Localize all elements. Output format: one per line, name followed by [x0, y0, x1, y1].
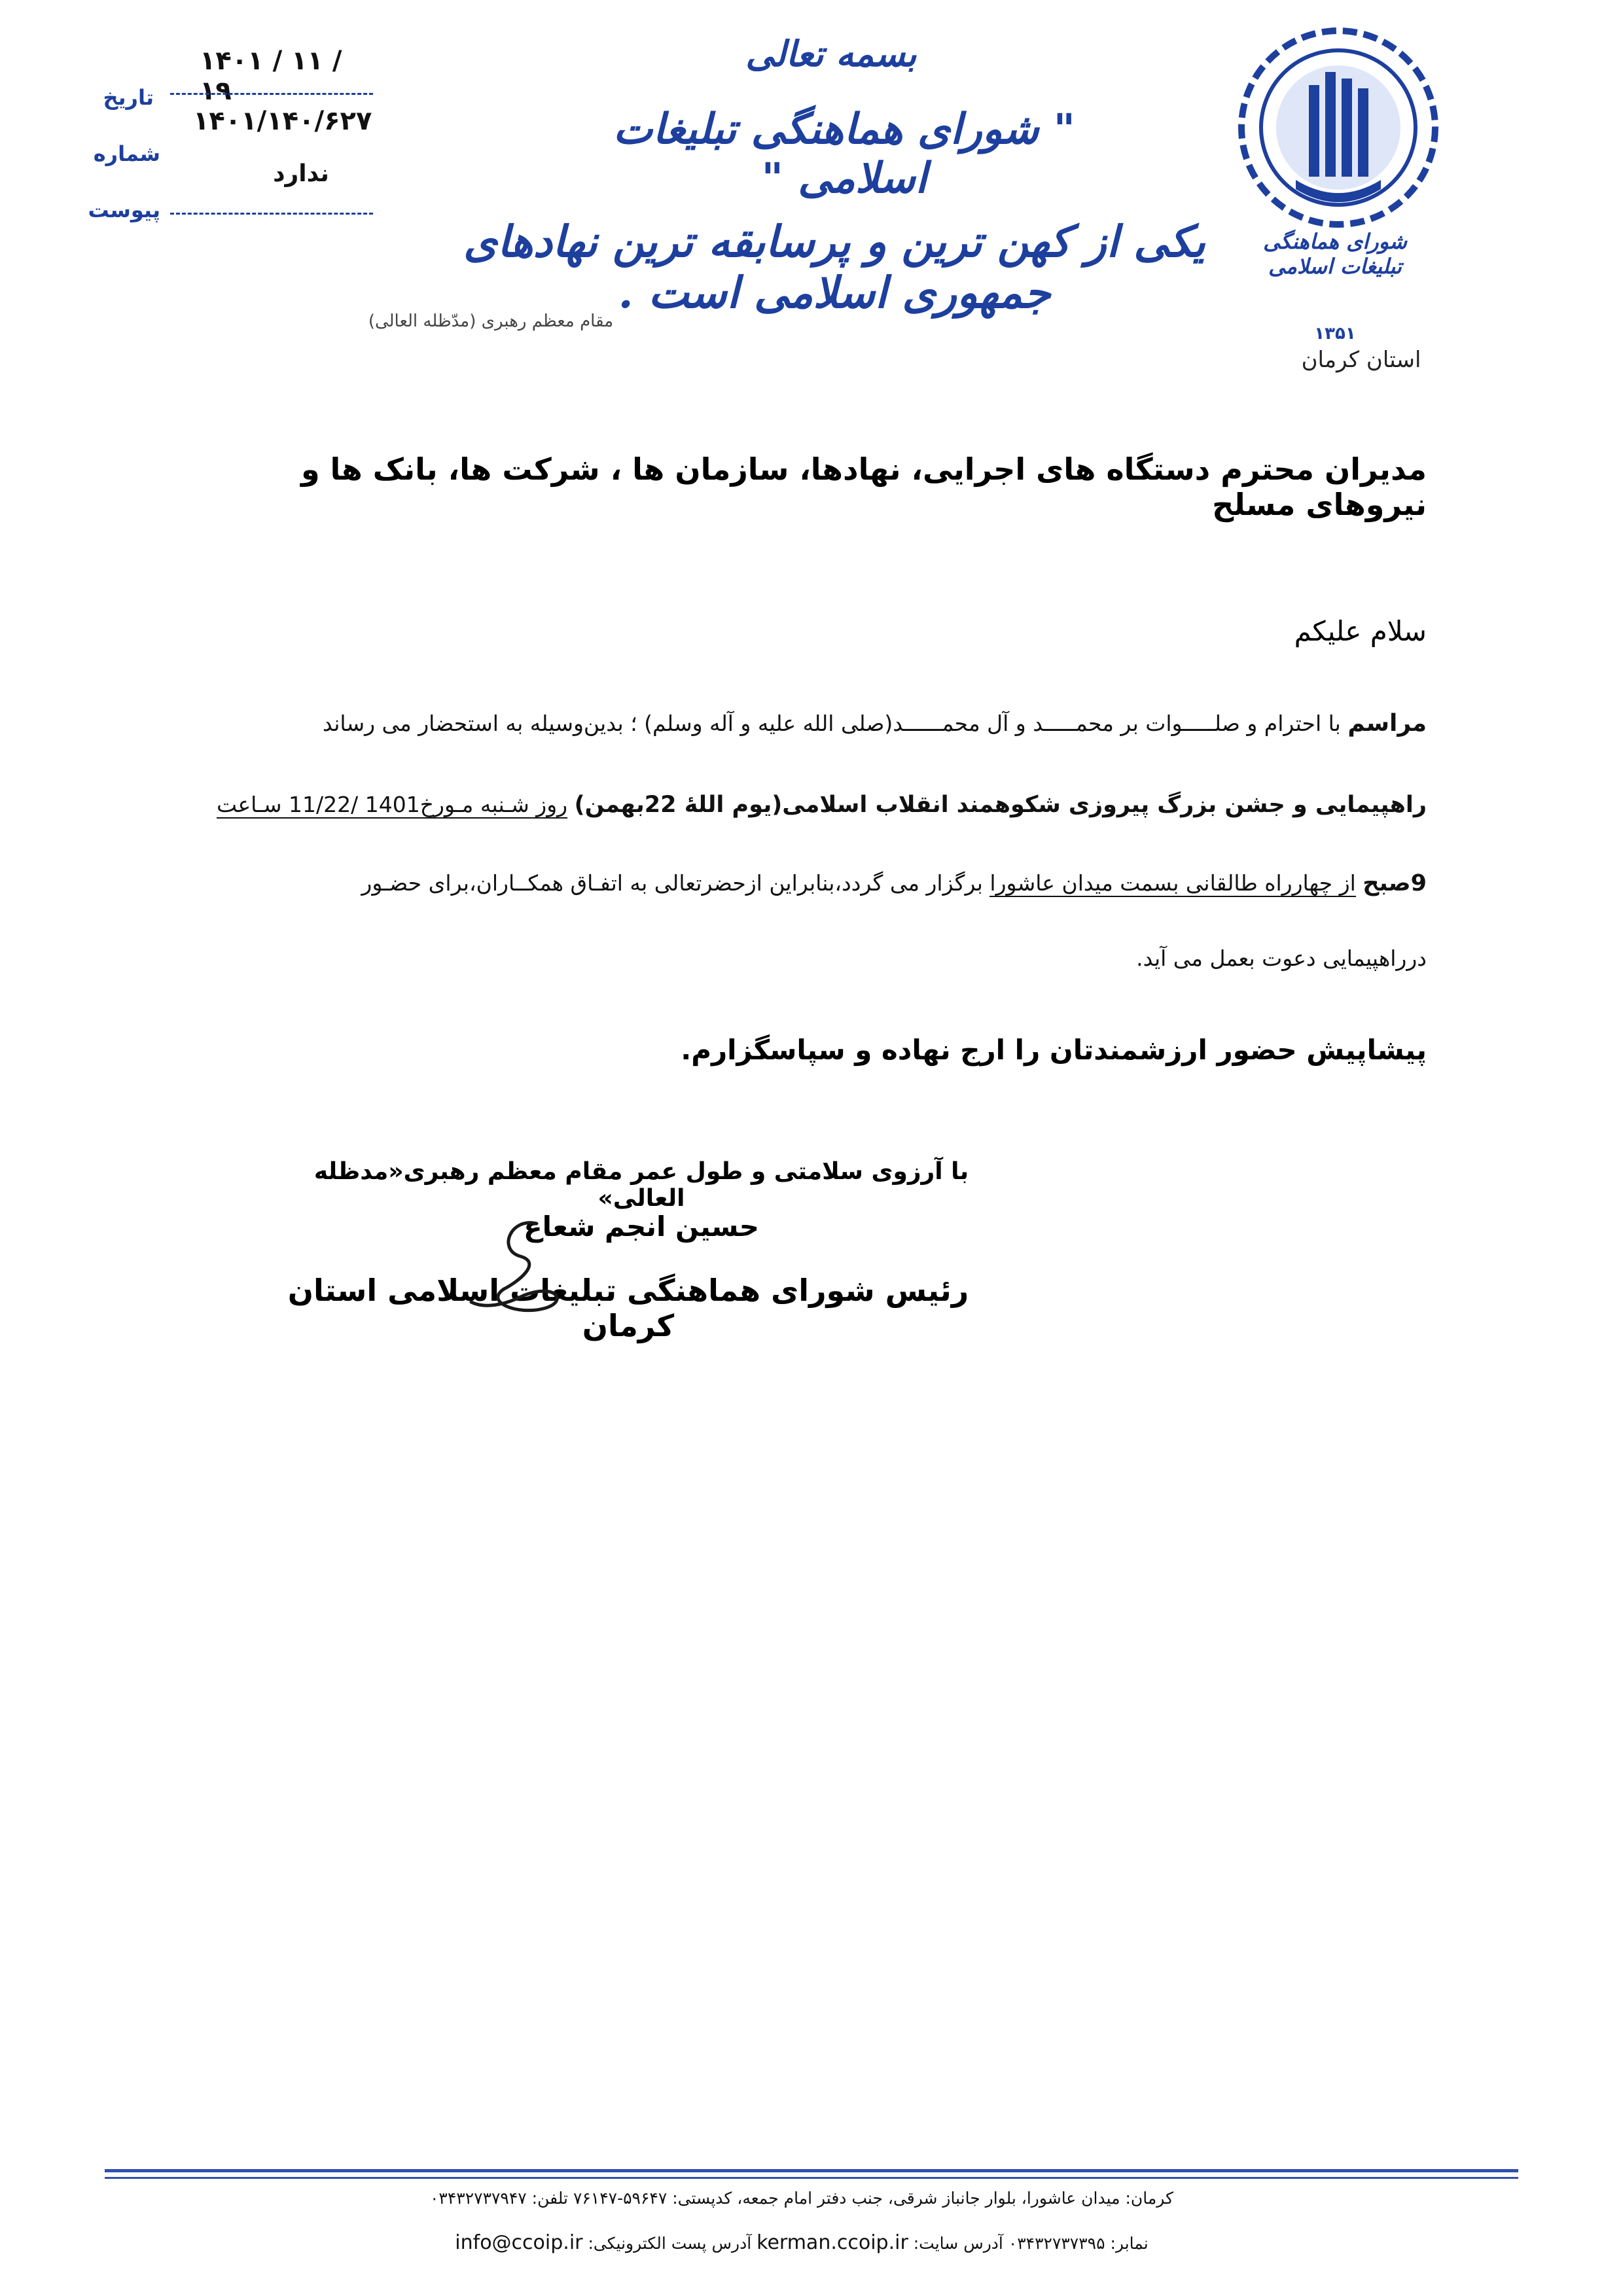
logo-year: ۱۳۵۱	[1314, 324, 1356, 344]
logo-text: شورای هماهنگی تبلیغات اسلامی	[1263, 229, 1407, 279]
attachment-value: ندارد	[273, 160, 329, 187]
org-name-quote: " شورای هماهنگی تبلیغات اسلامی "	[613, 105, 1075, 203]
footer-website-link[interactable]: kerman.ccoip.ir	[757, 2231, 908, 2254]
attachment-underline	[170, 213, 373, 215]
paragraph-line-4: درراهپیمایی دعوت بعمل می آید.	[1136, 945, 1427, 971]
date-value: ۱۴۰۱ / ۱۱ / ۱۹	[200, 46, 342, 106]
paragraph-line-3-text: برگزار می گردد،بنابراین ازحضرتعالی به اتفـاق همکــاران،برای حضـور	[361, 870, 983, 896]
attachment-label: پیوست	[88, 198, 160, 222]
signatory-title: رئیس شورای هماهنگی تبلیغات اسلامی استان کرمان	[287, 1273, 969, 1343]
event-date-time: روز شـنبه مـورخ1401 /11/22 سـاعت	[217, 792, 568, 817]
ceremony-word: مراسم	[1347, 710, 1427, 737]
footer-email-link[interactable]: info@ccoip.ir	[455, 2231, 583, 2254]
number-label: شماره	[93, 141, 160, 166]
signature-wish: با آرزوی سلامتی و طول عمر مقام معظم رهبری«مدظله العالی»	[313, 1158, 969, 1212]
slogan: یکی از کهن ترین و پرسابقه ترین نهادهای جمهوری اسلامی است .	[463, 216, 1205, 318]
paragraph-line-3	[183, 870, 1427, 896]
paragraph-line-1-text: با احترام و صلـــــوات بر محمـــــد و آل محمــــــد(صلی الله علیه و آله وسلم) ؛ بدین‌وسیله به استحضار می رساند	[322, 711, 1341, 736]
logo-emblem-icon	[1230, 13, 1440, 340]
closing: پیشاپیش حضور ارزشمندتان را ارج نهاده و سپاسگزارم.	[681, 1034, 1427, 1066]
footer-fax-site-label: نمابر: ۰۳۴۳۲۷۳۷۳۹۵ آدرس سایت:	[913, 2234, 1149, 2253]
paragraph-line-2	[183, 792, 1427, 818]
greeting: سلام علیکم	[1294, 615, 1427, 647]
org-logo	[1230, 13, 1440, 344]
attribution: مقام معظم رهبری (مدّظله العالی)	[368, 311, 614, 331]
paragraph-line-1	[183, 710, 1427, 737]
footer-address: کرمان: میدان عاشورا، بلوار جانباز شرقی، جنب دفتر امام جمعه، کدپستی: ۵۹۶۴۷-۷۶۱۴۷ تلفن: ۰۳۴۳۲۷۳۷۹۴۷	[430, 2189, 1173, 2208]
footer-contact	[170, 2231, 1433, 2254]
signature-scribble-icon	[458, 1210, 602, 1328]
province-label: استان کرمان	[1301, 347, 1421, 373]
date-label: تاریخ	[103, 85, 154, 110]
event-hour: 9صبح	[1363, 870, 1427, 896]
letter-meta	[88, 46, 383, 229]
footer-rule-bottom	[105, 2177, 1518, 2179]
event-name: راهپیمایی و جشن بزرگ پیروزی شکوهمند انقلاب اسلامی(یوم اللهٔ 22بهمن)	[574, 792, 1427, 818]
footer-rule-top	[105, 2169, 1518, 2172]
event-route: از چهارراه طالقانی بسمت میدان عاشورا	[989, 870, 1356, 896]
number-value: ۱۴۰۱/۱۴۰/۶۲۷	[193, 106, 372, 136]
date-underline	[170, 93, 373, 95]
handwritten-signature	[458, 1210, 602, 1328]
basmala: بسمه تعالی	[745, 33, 917, 75]
addressee: مدیران محترم دستگاه های اجرایی، نهادها، سازمان ها ، شرکت ها، بانک ها و نیروهای مسلح	[300, 451, 1427, 522]
signatory-name: حسین انجم شعاع	[523, 1210, 760, 1243]
footer-email-label: آدرس پست الکترونیکی:	[588, 2234, 752, 2253]
